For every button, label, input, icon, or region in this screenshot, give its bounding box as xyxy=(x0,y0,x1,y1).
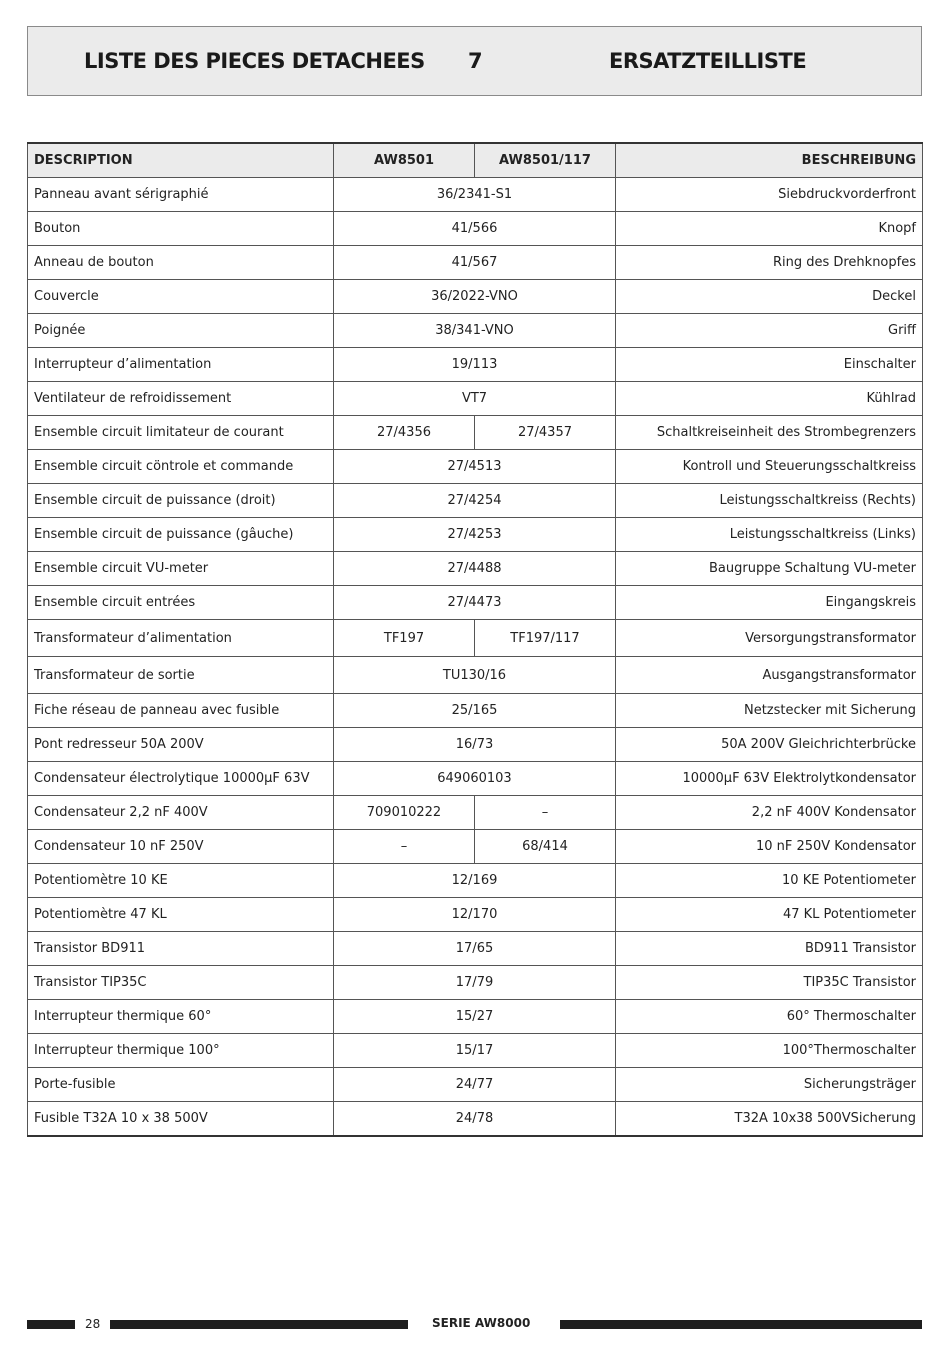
part-code-shared: VT7 xyxy=(334,382,616,416)
part-beschreibung-de: Ausgangstransformator xyxy=(616,657,923,694)
part-code-shared: 27/4488 xyxy=(334,552,616,586)
table-row xyxy=(28,966,923,1000)
part-code-shared: 41/566 xyxy=(334,212,616,246)
part-code-aw8501: 709010222 xyxy=(334,796,475,830)
part-beschreibung-de: Ring des Drehknopfes xyxy=(616,246,923,280)
column-header-beschreibung: BESCHREIBUNG xyxy=(616,143,923,178)
table-row xyxy=(28,830,923,864)
part-beschreibung-de: 10000µF 63V Elektrolytkondensator xyxy=(616,762,923,796)
part-description-fr: Pont redresseur 50A 200V xyxy=(28,728,334,762)
part-description-fr: Ensemble circuit de puissance (gâuche) xyxy=(28,518,334,552)
part-code-aw8501: – xyxy=(334,830,475,864)
part-code-aw8501-117: 68/414 xyxy=(475,830,616,864)
table-row xyxy=(28,518,923,552)
part-beschreibung-de: Knopf xyxy=(616,212,923,246)
part-description-fr: Poignée xyxy=(28,314,334,348)
table-row xyxy=(28,450,923,484)
part-code-shared: 15/17 xyxy=(334,1034,616,1068)
table-body xyxy=(28,178,923,1137)
part-description-fr: Porte-fusible xyxy=(28,1068,334,1102)
part-description-fr: Fiche réseau de panneau avec fusible xyxy=(28,694,334,728)
page-footer xyxy=(0,1312,950,1336)
part-code-shared: 15/27 xyxy=(334,1000,616,1034)
part-description-fr: Interrupteur d’alimentation xyxy=(28,348,334,382)
part-code-shared: 12/169 xyxy=(334,864,616,898)
part-code-shared: 38/341-VNO xyxy=(334,314,616,348)
table-row xyxy=(28,1034,923,1068)
part-code-shared: 36/2341-S1 xyxy=(334,178,616,212)
table-row xyxy=(28,694,923,728)
table-row xyxy=(28,1102,923,1137)
part-beschreibung-de: 47 KL Potentiometer xyxy=(616,898,923,932)
table-row xyxy=(28,586,923,620)
table-row xyxy=(28,314,923,348)
table-row xyxy=(28,382,923,416)
part-code-shared: 649060103 xyxy=(334,762,616,796)
part-description-fr: Condensateur électrolytique 10000µF 63V xyxy=(28,762,334,796)
part-description-fr: Couvercle xyxy=(28,280,334,314)
footer-bar-right xyxy=(560,1320,922,1329)
table-header-row xyxy=(28,143,923,178)
table-row xyxy=(28,416,923,450)
table-row xyxy=(28,178,923,212)
part-code-shared: 27/4254 xyxy=(334,484,616,518)
part-description-fr: Potentiomètre 10 KE xyxy=(28,864,334,898)
table-row xyxy=(28,796,923,830)
table-row xyxy=(28,1068,923,1102)
part-beschreibung-de: Siebdruckvorderfront xyxy=(616,178,923,212)
part-code-shared: 24/78 xyxy=(334,1102,616,1137)
table-row xyxy=(28,932,923,966)
part-beschreibung-de: Deckel xyxy=(616,280,923,314)
table-row xyxy=(28,348,923,382)
part-beschreibung-de: Leistungsschaltkreiss (Rechts) xyxy=(616,484,923,518)
part-description-fr: Interrupteur thermique 100° xyxy=(28,1034,334,1068)
part-description-fr: Condensateur 2,2 nF 400V xyxy=(28,796,334,830)
part-description-fr: Transformateur d’alimentation xyxy=(28,620,334,657)
part-beschreibung-de: Einschalter xyxy=(616,348,923,382)
part-description-fr: Ensemble circuit VU-meter xyxy=(28,552,334,586)
part-description-fr: Transistor BD911 xyxy=(28,932,334,966)
part-description-fr: Fusible T32A 10 x 38 500V xyxy=(28,1102,334,1137)
part-description-fr: Bouton xyxy=(28,212,334,246)
part-code-shared: 24/77 xyxy=(334,1068,616,1102)
part-description-fr: Panneau avant sérigraphié xyxy=(28,178,334,212)
part-code-aw8501-117: 27/4357 xyxy=(475,416,616,450)
part-beschreibung-de: T32A 10x38 500VSicherung xyxy=(616,1102,923,1137)
page-header xyxy=(27,26,922,96)
header-title-fr: LISTE DES PIECES DETACHEES xyxy=(84,49,425,73)
part-beschreibung-de: Kontroll und Steuerungsschaltkreiss xyxy=(616,450,923,484)
part-beschreibung-de: Griff xyxy=(616,314,923,348)
part-description-fr: Condensateur 10 nF 250V xyxy=(28,830,334,864)
part-description-fr: Ensemble circuit entrées xyxy=(28,586,334,620)
part-description-fr: Interrupteur thermique 60° xyxy=(28,1000,334,1034)
part-beschreibung-de: BD911 Transistor xyxy=(616,932,923,966)
part-beschreibung-de: TIP35C Transistor xyxy=(616,966,923,1000)
table-row xyxy=(28,620,923,657)
part-code-shared: 12/170 xyxy=(334,898,616,932)
footer-bar-middle xyxy=(110,1320,408,1329)
part-code-aw8501-117: TF197/117 xyxy=(475,620,616,657)
part-beschreibung-de: Netzstecker mit Sicherung xyxy=(616,694,923,728)
series-label: SERIE AW8000 xyxy=(432,1316,531,1330)
part-beschreibung-de: Kühlrad xyxy=(616,382,923,416)
table-row xyxy=(28,762,923,796)
table-row xyxy=(28,212,923,246)
table-row xyxy=(28,552,923,586)
part-description-fr: Anneau de bouton xyxy=(28,246,334,280)
part-code-shared: 27/4473 xyxy=(334,586,616,620)
table-row xyxy=(28,657,923,694)
part-description-fr: Ensemble circuit cöntrole et commande xyxy=(28,450,334,484)
part-description-fr: Ventilateur de refroidissement xyxy=(28,382,334,416)
part-code-shared: 27/4513 xyxy=(334,450,616,484)
part-beschreibung-de: Eingangskreis xyxy=(616,586,923,620)
table-row xyxy=(28,728,923,762)
part-code-shared: 25/165 xyxy=(334,694,616,728)
part-description-fr: Transformateur de sortie xyxy=(28,657,334,694)
part-beschreibung-de: 100°Thermoschalter xyxy=(616,1034,923,1068)
footer-bar-left xyxy=(27,1320,75,1329)
part-code-shared: 17/65 xyxy=(334,932,616,966)
part-beschreibung-de: 2,2 nF 400V Kondensator xyxy=(616,796,923,830)
table-row xyxy=(28,280,923,314)
table-row xyxy=(28,898,923,932)
part-code-shared: 27/4253 xyxy=(334,518,616,552)
part-code-aw8501: 27/4356 xyxy=(334,416,475,450)
column-header-description: DESCRIPTION xyxy=(28,143,334,178)
part-code-aw8501-117: – xyxy=(475,796,616,830)
spare-parts-table xyxy=(27,142,923,1137)
page-number: 28 xyxy=(85,1317,101,1331)
part-beschreibung-de: Schaltkreiseinheit des Strombegrenzers xyxy=(616,416,923,450)
part-beschreibung-de: Baugruppe Schaltung VU-meter xyxy=(616,552,923,586)
part-code-shared: 36/2022-VNO xyxy=(334,280,616,314)
section-number: 7 xyxy=(468,49,483,73)
part-beschreibung-de: 50A 200V Gleichrichterbrücke xyxy=(616,728,923,762)
part-beschreibung-de: Sicherungsträger xyxy=(616,1068,923,1102)
part-code-shared: 19/113 xyxy=(334,348,616,382)
part-code-shared: TU130/16 xyxy=(334,657,616,694)
column-header-aw8501-117: AW8501/117 xyxy=(475,143,616,178)
table-row xyxy=(28,864,923,898)
part-description-fr: Potentiomètre 47 KL xyxy=(28,898,334,932)
table-row xyxy=(28,246,923,280)
part-beschreibung-de: Versorgungstransformator xyxy=(616,620,923,657)
part-code-shared: 41/567 xyxy=(334,246,616,280)
table-row xyxy=(28,484,923,518)
column-header-aw8501: AW8501 xyxy=(334,143,475,178)
part-code-shared: 16/73 xyxy=(334,728,616,762)
part-beschreibung-de: 60° Thermoschalter xyxy=(616,1000,923,1034)
part-description-fr: Ensemble circuit de puissance (droit) xyxy=(28,484,334,518)
table-row xyxy=(28,1000,923,1034)
part-code-shared: 17/79 xyxy=(334,966,616,1000)
part-beschreibung-de: Leistungsschaltkreiss (Links) xyxy=(616,518,923,552)
part-description-fr: Ensemble circuit limitateur de courant xyxy=(28,416,334,450)
part-code-aw8501: TF197 xyxy=(334,620,475,657)
header-title-de: ERSATZTEILLISTE xyxy=(609,49,807,73)
part-description-fr: Transistor TIP35C xyxy=(28,966,334,1000)
part-beschreibung-de: 10 KE Potentiometer xyxy=(616,864,923,898)
part-beschreibung-de: 10 nF 250V Kondensator xyxy=(616,830,923,864)
